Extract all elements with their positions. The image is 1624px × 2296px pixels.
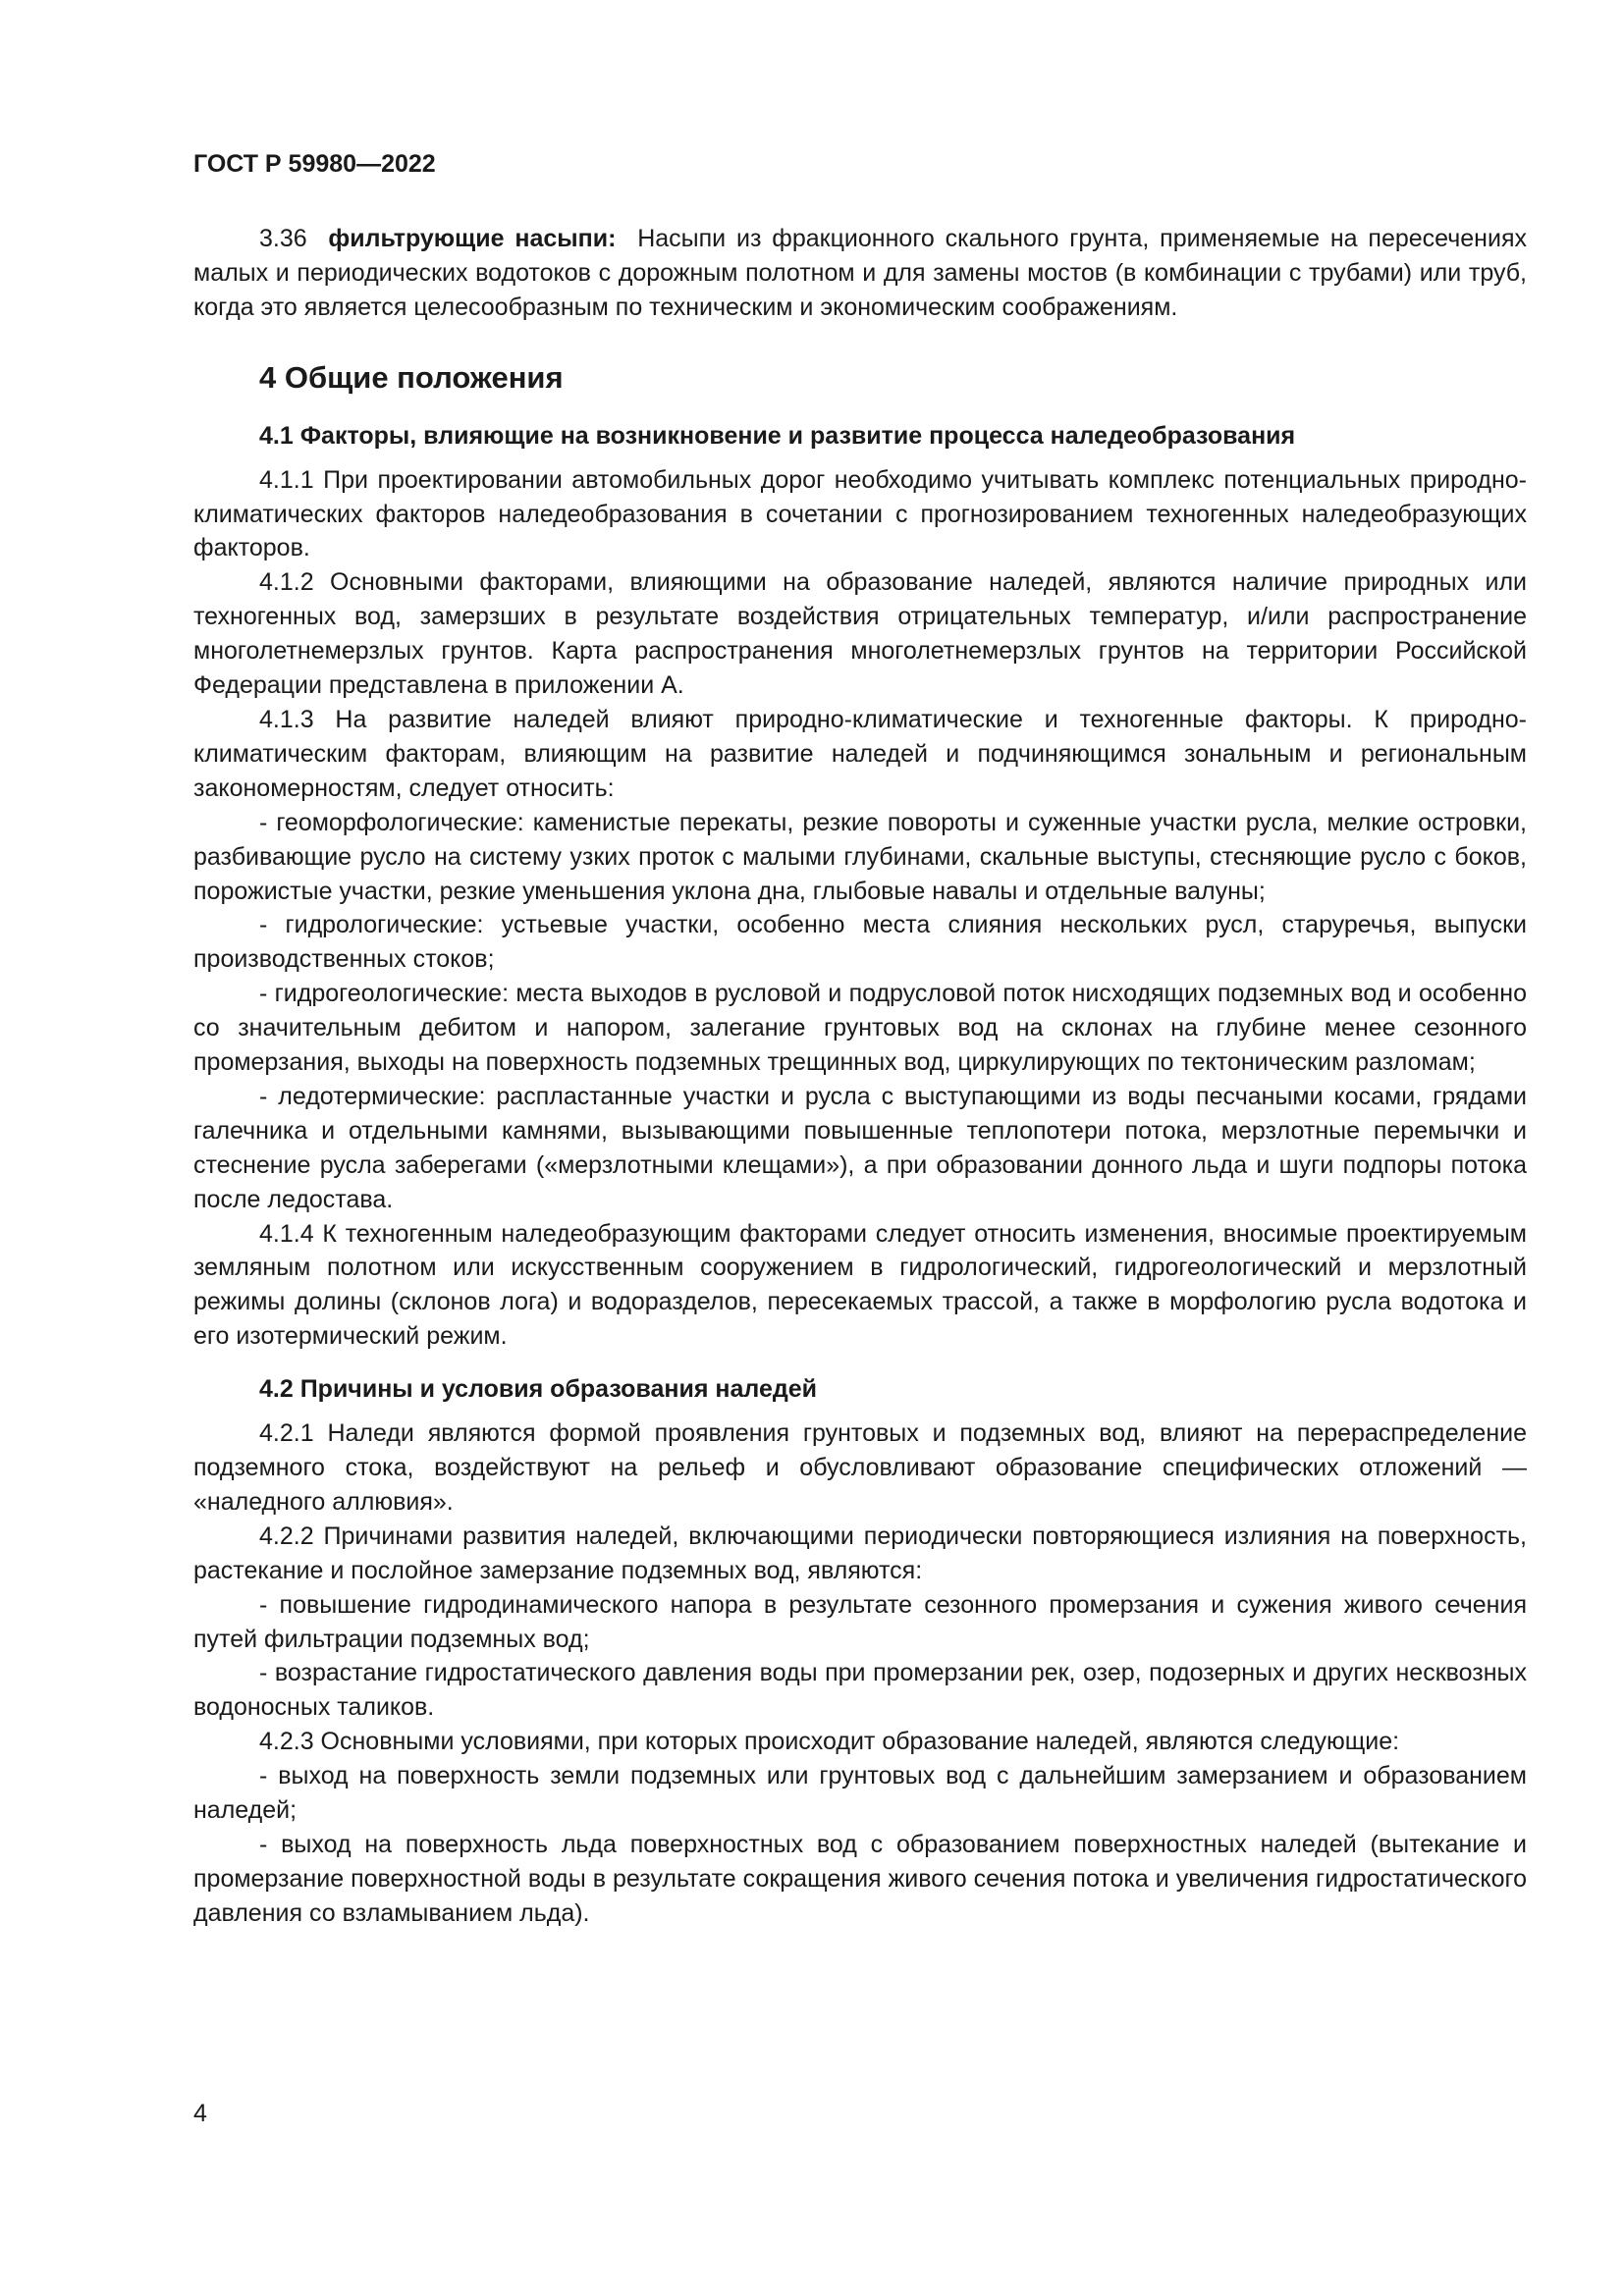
paragraph-4-2-3: 4.2.3 Основными условиями, при которых происходит образование наледей, являются следующие: — [259, 1728, 1400, 1756]
subsection-4-2-title: 4.2 Причины и условия образования наледей — [259, 1375, 817, 1404]
document-body — [193, 222, 1527, 1931]
list-item-groundwater-outflow: - выход на поверхность земли подземных или грунтовых вод с дальнейшим замерзанием и образованием наледей; — [193, 1762, 1527, 1825]
list-item-hydrodynamic: - повышение гидродинамического напора в результате сезонного промерзания и сужения живого сечения путей фильтрации подземных вод; — [193, 1590, 1527, 1653]
paragraph-4-1-1: 4.1.1 При проектировании автомобильных дорог необходимо учитывать комплекс потенциальных природно-климатических факторов наледеобразования в сочетании с прогнозированием техногенных наледеобразующих факторов. — [193, 465, 1527, 562]
term-definition: Насыпи из фракционного скального грунта, применяемые на пересечениях малых и периодических водотоков с дорожным полотном и для замены мостов (в комбинации с трубами) или труб, когда это является целесообразным по техническим и экономическим соображениям. — [193, 225, 1527, 321]
list-item-hydrological: - гидрологические: устьевые участки, особенно места слияния нескольких русл, старуречья, выпуски производственных стоков; — [193, 911, 1527, 974]
subsection-4-1-title: 4.1 Факторы, влияющие на возникновение и развитие процесса наледеобразования — [259, 421, 1296, 450]
list-item-hydrogeological: - гидрогеологические: места выходов в русловой и подрусловой поток нисходящих подземных вод и особенно со значительным дебитом и напором, залегание грунтовых вод на склонах на глубине менее сезонного промерзания, выходы на поверхность подземных трещинных вод, циркулирующих по тектоническим разломам; — [193, 980, 1527, 1077]
list-item-hydrostatic: - возрастание гидростатического давления воды при промерзании рек, озер, подозерных и других несквозных водоносных таликов. — [193, 1659, 1527, 1722]
term-3-36 — [193, 222, 1527, 325]
paragraph-4-2-2: 4.2.2 Причинами развития наледей, включающими периодически повторяющиеся излияния на поверхность, растекание и послойное замерзание подземных вод, являются: — [193, 1522, 1527, 1584]
term-name: фильтрующие насыпи: — [328, 225, 617, 252]
document-header: ГОСТ Р 59980—2022 — [193, 150, 436, 178]
list-item-surface-outflow: - выход на поверхность льда поверхностных вод с образованием поверхностных наледей (вытекание и промерзание поверхностной воды в результате сокращения живого сечения потока и увеличения гидростатического давления со взламыванием льда). — [193, 1830, 1527, 1927]
paragraph-4-1-4: 4.1.4 К техногенным наледеобразующим факторами следует относить изменения, вносимые проектируемым земляным полотном или искусственным сооружением в гидрологический, гидрогеологический и мерзлотный режимы долины (склонов лога) и водоразделов, пересекаемых трассой, а также в морфологию русла водотока и его изотермический режим. — [193, 1219, 1527, 1351]
term-number: 3.36 — [259, 225, 307, 252]
list-item-icethermal: - ледотермические: распластанные участки и русла с выступающими из воды песчаными косами, грядами галечника и отдельными камнями, вызывающими повышенные теплопотери потока, мерзлотные перемычки и стеснение русла заберегами («мерзлотными клещами»), а при образовании донного льда и шуги подпоры потока после ледостава. — [193, 1082, 1527, 1213]
paragraph-4-2-1: 4.2.1 Наледи являются формой проявления грунтовых и подземных вод, влияют на перераспределение подземного стока, воздействуют на рельеф и обусловливают образование специфических отложений — «наледного аллювия». — [193, 1419, 1527, 1516]
section-title: 4 Общие положения — [259, 359, 564, 395]
paragraph-4-1-3: 4.1.3 На развитие наледей влияют природно-климатические и техногенные факторы. К природно-климатическим факторам, влияющим на развитие наледей и подчиняющимся зональным и региональным закономерностям, следует относить: — [193, 705, 1527, 802]
page-number: 4 — [193, 2100, 207, 2127]
paragraph-4-1-2: 4.1.2 Основными факторами, влияющими на образование наледей, являются наличие природных или техногенных вод, замерзших в результате воздействия отрицательных температур, и/или распространение многолетнемерзлых грунтов. Карта распространения многолетнемерзлых грунтов на территории Российской Федерации представлена в приложении А. — [193, 568, 1527, 700]
list-item-geomorphological: - геоморфологические: каменистые перекаты, резкие повороты и суженные участки русла, мелкие островки, разбивающие русло на систему узких проток с малыми глубинами, скальные выступы, стесняющие русло с боков, порожистые участки, резкие уменьшения уклона дна, глыбовые навалы и отдельные валуны; — [193, 808, 1527, 905]
